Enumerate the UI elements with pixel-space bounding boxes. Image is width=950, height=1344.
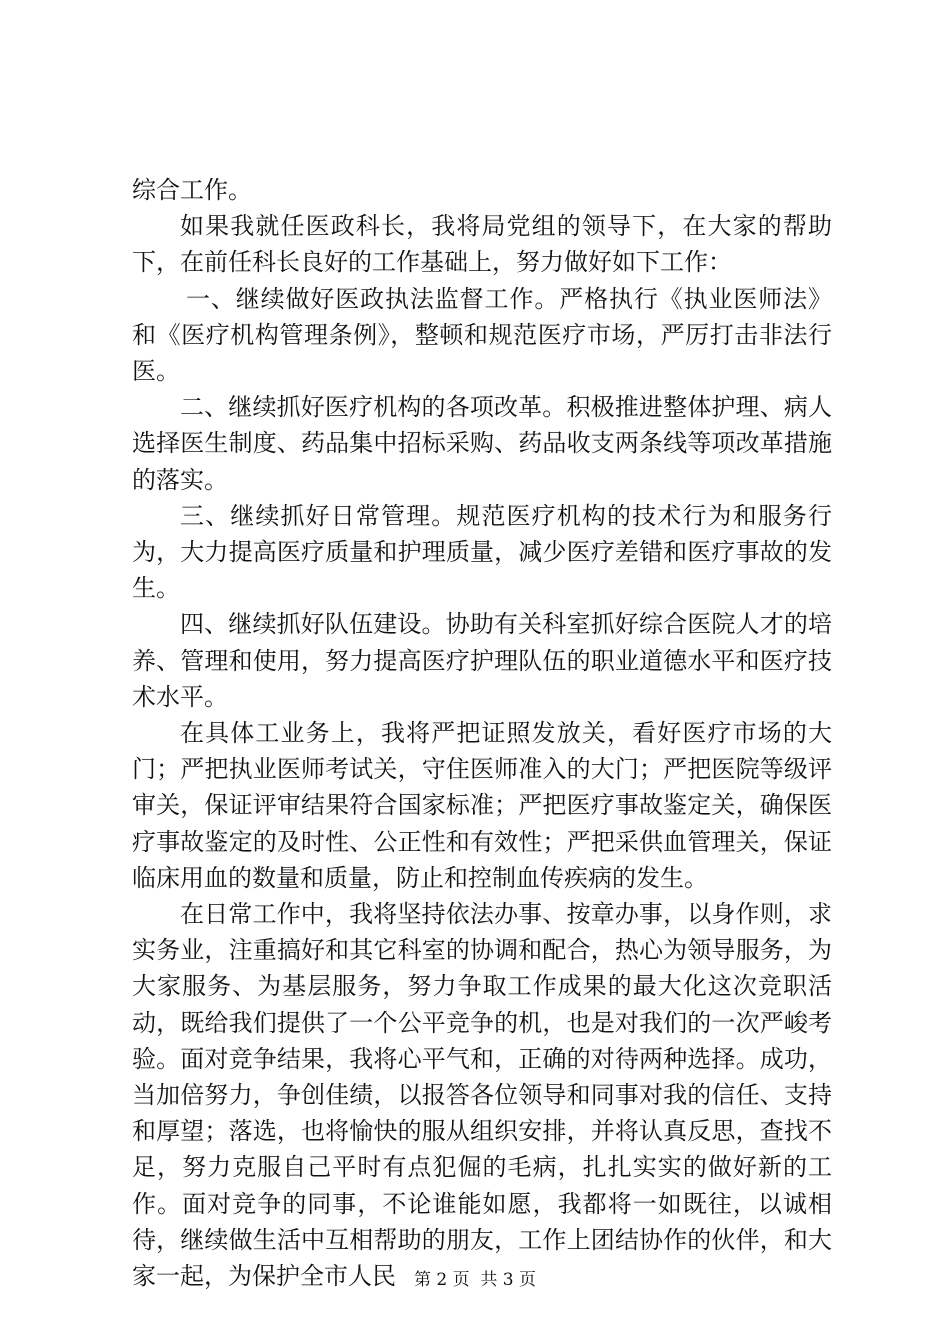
- paragraph: 三、继续抓好日常管理。规范医疗机构的技术行为和服务行为，大力提高医疗质量和护理质量，减少医疗差错和医疗事故的发生。: [132, 501, 832, 603]
- paragraph: 一、继续做好医政执法监督工作。严格执行《执业医师法》和《医疗机构管理条例》，整顿和规范医疗市场，严厉打击非法行医。: [132, 284, 832, 386]
- paragraph: 综合工作。: [132, 176, 252, 204]
- paragraph: 如果我就任医政科长，我将局党组的领导下，在大家的帮助下，在前任科长良好的工作基础上，努力做好如下工作：: [132, 212, 832, 277]
- paragraph: 二、继续抓好医疗机构的各项改革。积极推进整体护理、病人选择医生制度、药品集中招标采购、药品收支两条线等项改革措施的落实。: [132, 393, 832, 494]
- paragraph: 在日常工作中，我将坚持依法办事、按章办事，以身作则，求实务业，注重搞好和其它科室的协调和配合，热心为领导服务，为大家服务、为基层服务，努力争取工作成果的最大化这次竞职活动，既给我们提供了一个公平竞争的机，也是对我们的一次严峻考验。面对竞争结果，我将心平气和，正确的对待两种选择。成功，当加倍努力，争创佳绩，以报答各位领导和同事对我的信任、支持和厚望；落选，也将愉快的服从组织安排，并将认真反思，查找不足，努力克服自己平时有点犯倔的毛病，扎扎实实的做好新的工作。面对竞争的同事，不论谁能如愿，我都将一如既往，以诚相待，继续做生活中互相帮助的朋友，工作上团结协作的伙伴，和大家一起，为保护全市人民: [132, 900, 832, 1291]
- page-footer: 第 2 页 共 3 页: [413, 1270, 537, 1290]
- paragraph: 四、继续抓好队伍建设。协助有关科室抓好综合医院人才的培养、管理和使用，努力提高医疗护理队伍的职业道德水平和医疗技术水平。: [132, 610, 832, 711]
- paragraph: 在具体工业务上，我将严把证照发放关，看好医疗市场的大门；严把执业医师考试关，守住医师准入的大门；严把医院等级评审关，保证评审结果符合国家标准；严把医疗事故鉴定关，确保医疗事故鉴定的及时性、公正性和有效性；严把采供血管理关，保证临床用血的数量和质量，防止和控制血传疾病的发生。: [132, 719, 832, 892]
- body-text: [132, 172, 832, 1294]
